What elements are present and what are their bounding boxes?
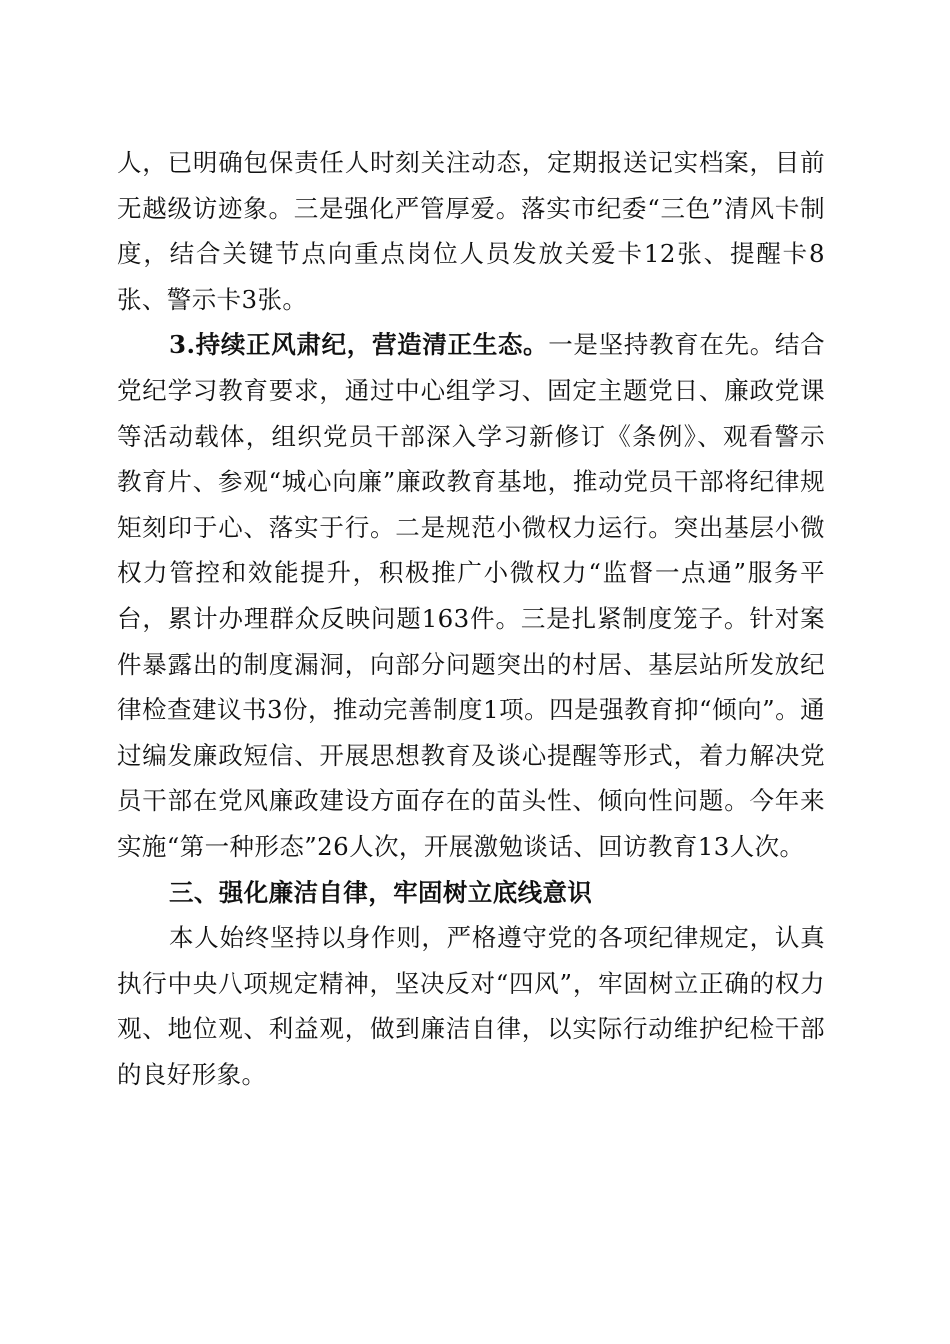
paragraph-section-3: 本人始终坚持以身作则，严格遵守党的各项纪律规定，认真执行中央八项规定精神，坚决反对“四风”，牢固树立正确的权力观、地位观、利益观，做到廉洁自律，以实际行动维护纪检干部的良好形象。 bbox=[117, 923, 825, 1089]
paragraph-item-3 bbox=[117, 322, 825, 869]
paragraph-continuation: 人，已明确包保责任人时刻关注动态，定期报送记实档案，目前无越级访迹象。三是强化严管厚爱。落实市纪委“三色”清风卡制度，结合关键节点向重点岗位人员发放关爱卡12张、提醒卡8张、警示卡3张。 bbox=[117, 148, 825, 314]
item-3-body: 一是坚持教育在先。结合党纪学习教育要求，通过中心组学习、固定主题党日、廉政党课等活动载体，组织党员干部深入学习新修订《条例》、观看警示教育片、参观“城心向廉”廉政教育基地，推动党员干部将纪律规矩刻印于心、落实于行。二是规范小微权力运行。突出基层小微权力管控和效能提升，积极推广小微权力“监督一点通”服务平台，累计办理群众反映问题163件。三是扎紧制度笼子。针对案件暴露出的制度漏洞，向部分问题突出的村居、基层站所发放纪律检查建议书3份，推动完善制度1项。四是强教育抑“倾向”。通过编发廉政短信、开展思想教育及谈心提醒等形式，着力解决党员干部在党风廉政建设方面存在的苗头性、倾向性问题。今年来实施“第一种形态”26人次，开展激勉谈话、回访教育13人次。 bbox=[117, 330, 825, 861]
item-3-lead: 3.持续正风肃纪，营造清正生态。 bbox=[169, 330, 549, 360]
section-heading-3: 三、强化廉洁自律，牢固树立底线意识 bbox=[169, 877, 593, 907]
document-page bbox=[117, 140, 825, 1097]
